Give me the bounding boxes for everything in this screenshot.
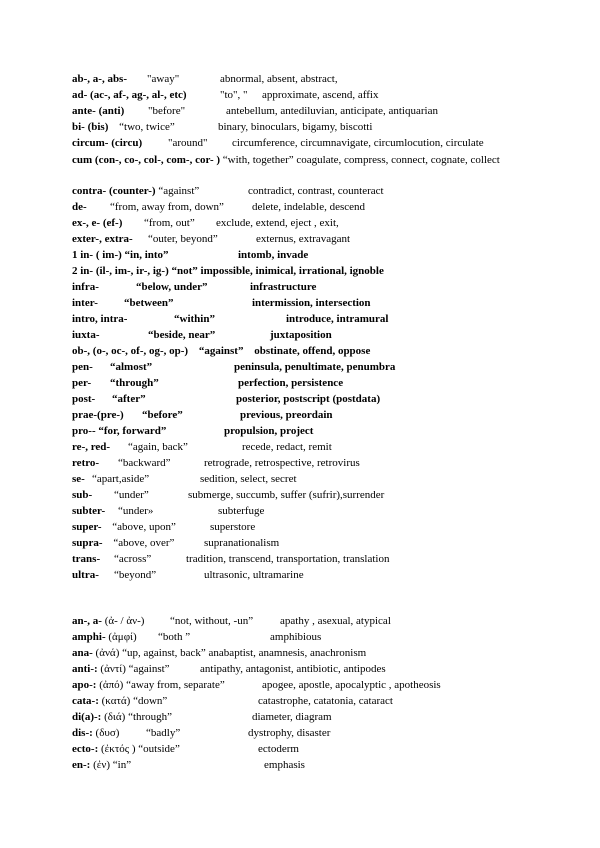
prefix: 2 in- (il-, im-, ir-, ig-): [72, 265, 169, 277]
prefix: ab-, a-, abs-: [72, 73, 128, 85]
gloss: “across”: [114, 553, 152, 565]
latin-row: [72, 344, 370, 358]
prefix: prae-(pre-): [72, 409, 124, 421]
gloss: “through”: [110, 377, 159, 389]
latin-row: [72, 88, 379, 102]
prefix: iuxta-: [72, 329, 100, 341]
prefix: ultra-: [72, 569, 99, 581]
examples: binary, binoculars, bigamy, biscotti: [218, 121, 373, 133]
examples: exclude, extend, eject , exit,: [216, 217, 339, 229]
greek-form: (ἀπό): [99, 679, 124, 691]
latin-row: [72, 440, 332, 454]
examples: abnormal, absent, abstract,: [220, 73, 338, 85]
latin-row: [72, 568, 304, 582]
gloss: "to", ": [220, 89, 248, 101]
gloss: “two, twice”: [119, 121, 175, 133]
examples: sedition, select, secret: [200, 473, 297, 485]
gloss: “after”: [112, 393, 146, 405]
prefix: contra- (counter-): [72, 185, 156, 197]
greek-form: (δυσ): [95, 727, 120, 739]
prefix: anti-:: [72, 663, 98, 675]
prefix: cata-:: [72, 695, 99, 707]
examples: ultrasonic, ultramarine: [204, 569, 304, 581]
prefix: an-, a-: [72, 615, 102, 627]
examples: coagulate, compress, connect, cognate, collect: [296, 154, 500, 166]
examples: anabaptist, anamnesis, anachronism: [208, 647, 367, 659]
examples: apathy , asexual, atypical: [280, 615, 391, 627]
greek-form: (ἀντί): [100, 663, 126, 675]
gloss: “almost”: [110, 361, 153, 373]
gloss: “up, against, back”: [122, 647, 206, 659]
gloss: “beyond”: [114, 569, 157, 581]
gloss: “down”: [133, 695, 168, 707]
greek-form: (ἀ- / ἀν-): [104, 615, 145, 627]
examples: juxtaposition: [270, 329, 332, 341]
examples: antebellum, antediluvian, anticipate, antiquarian: [226, 105, 438, 117]
latin-row: [72, 280, 317, 294]
gloss: "before": [148, 105, 186, 117]
prefix: bi- (bis): [72, 121, 109, 133]
gloss: “backward”: [118, 457, 171, 469]
prefix: super-: [72, 521, 102, 533]
prefix: ana-: [72, 647, 93, 659]
gloss: “from, out”: [144, 217, 195, 229]
examples: submerge, succumb, suffer (sufrir),surrender: [188, 489, 385, 501]
examples: perfection, persistence: [238, 377, 344, 389]
prefix: en-:: [72, 759, 91, 771]
prefix: ob-, (o-, oc-, of-, og-, op-): [72, 345, 189, 357]
examples: obstinate, offend, oppose: [254, 345, 371, 357]
gloss: “beside, near”: [148, 329, 216, 341]
examples: externus, extravagant: [256, 233, 351, 245]
prefix: circum- (circu): [72, 137, 143, 149]
latin-row: [72, 136, 484, 150]
prefix: intro, intra-: [72, 313, 128, 325]
latin-row: [72, 120, 373, 134]
examples: posterior, postscript (postdata): [236, 393, 381, 405]
examples: intermission, intersection: [252, 297, 371, 309]
latin-row: [72, 504, 265, 518]
gloss: “above, over”: [113, 537, 175, 549]
examples: intomb, invade: [238, 249, 309, 261]
gloss: “with, together”: [222, 154, 294, 166]
prefix: se-: [72, 473, 85, 485]
gloss: “in”: [112, 759, 132, 771]
examples: catastrophe, catatonia, cataract: [258, 695, 393, 707]
examples: retrograde, retrospective, retrovirus: [204, 457, 360, 469]
prefix: cum (con-, co-, col-, com-, cor- ): [72, 154, 221, 166]
prefix: sub-: [72, 489, 93, 501]
greek-row: [72, 662, 386, 676]
prefix: exter-, extra-: [72, 233, 133, 245]
gloss: “away from, separate”: [126, 679, 225, 691]
gloss: “above, upon”: [112, 521, 176, 533]
latin-row: [72, 520, 256, 534]
gloss: “for, forward”: [98, 425, 167, 437]
latin-row: [72, 408, 333, 422]
greek-form: (ἐν): [93, 759, 110, 771]
greek-form: (κατά): [101, 695, 131, 707]
gloss: “again, back”: [128, 441, 188, 453]
examples: introduce, intramural: [286, 313, 389, 325]
latin-row: [72, 488, 385, 502]
greek-row: [72, 678, 441, 692]
prefix: ad- (ac-, af-, ag-, al-, etc): [72, 89, 187, 101]
prefix: di(a)-:: [72, 711, 102, 723]
examples: infrastructure: [250, 281, 317, 293]
prefix: apo-:: [72, 679, 97, 691]
gloss: “against”: [128, 663, 170, 675]
gloss: "away": [147, 73, 180, 85]
greek-row: [72, 630, 322, 644]
greek-form: (ἀνά): [95, 647, 120, 659]
latin-row: [72, 360, 396, 374]
examples: amphibious: [270, 631, 322, 643]
gloss: “not, without, -un”: [170, 615, 254, 627]
gloss: “within”: [174, 313, 215, 325]
gloss: “against”: [198, 345, 244, 357]
examples: peninsula, penultimate, penumbra: [234, 361, 396, 373]
examples: diameter, diagram: [252, 711, 332, 723]
latin-row: [72, 312, 389, 326]
latin-row: [72, 328, 332, 342]
latin-row: [72, 472, 297, 486]
latin-row: [72, 536, 280, 550]
prefix: subter-: [72, 505, 106, 517]
gloss: "around": [168, 137, 208, 149]
gloss: “apart,aside”: [92, 473, 150, 485]
latin-row: [72, 296, 371, 310]
examples: approximate, ascend, affix: [262, 89, 379, 101]
prefix: ante- (anti): [72, 105, 125, 117]
examples: circumference, circumnavigate, circumlocution, circulate: [232, 137, 484, 149]
greek-form: (ἀμφί): [108, 631, 137, 643]
greek-row: [72, 742, 299, 756]
examples: propulsion, project: [224, 425, 314, 437]
gloss: “both ”: [158, 631, 191, 643]
prefix: trans-: [72, 553, 101, 565]
examples: delete, indelable, descend: [252, 201, 366, 213]
prefix: de-: [72, 201, 87, 213]
gloss: “in, into”: [124, 249, 169, 261]
greek-row: [72, 726, 331, 740]
examples: supranationalism: [204, 537, 280, 549]
latin-row: [72, 424, 314, 438]
prefix: 1 in- ( im-): [72, 249, 122, 261]
greek-row: [72, 614, 391, 628]
examples: dystrophy, disaster: [248, 727, 331, 739]
gloss: “from, away from, down”: [110, 201, 224, 213]
prefix: per-: [72, 377, 92, 389]
prefix: ecto-:: [72, 743, 99, 755]
latin-row: [72, 184, 384, 198]
latin-row: [72, 200, 366, 214]
prefix: re-, red-: [72, 441, 111, 453]
latin-row: [72, 248, 309, 262]
examples: recede, redact, remit: [242, 441, 332, 453]
prefix: amphi-: [72, 631, 106, 643]
greek-row: [72, 758, 305, 772]
latin-row: [72, 392, 381, 406]
greek-row: [72, 694, 393, 708]
examples: apogee, apostle, apocalyptic , apotheosis: [262, 679, 441, 691]
latin-row: [72, 216, 339, 230]
prefix: inter-: [72, 297, 98, 309]
examples: emphasis: [264, 759, 305, 771]
gloss: “outer, beyond”: [148, 233, 218, 245]
gloss: “under»: [118, 505, 154, 517]
gloss: “before”: [142, 409, 183, 421]
examples: antipathy, antagonist, antibiotic, antipodes: [200, 663, 386, 675]
greek-row: [72, 646, 366, 660]
prefix: pro--: [72, 425, 96, 437]
prefix: pen-: [72, 361, 93, 373]
latin-row: [72, 456, 360, 470]
gloss: “through”: [128, 711, 173, 723]
prefix: infra-: [72, 281, 99, 293]
latin-row: [72, 376, 344, 390]
latin-row: [72, 264, 384, 278]
examples: tradition, transcend, transportation, translation: [186, 553, 390, 565]
examples: ectoderm: [258, 743, 299, 755]
gloss: “against”: [158, 185, 200, 197]
examples: contradict, contrast, counteract: [248, 185, 384, 197]
gloss: “not”: [171, 265, 198, 277]
prefix: retro-: [72, 457, 100, 469]
prefix: post-: [72, 393, 96, 405]
latin-row: [72, 104, 438, 118]
greek-row: [72, 710, 332, 724]
gloss: “between”: [124, 297, 174, 309]
examples: superstore: [210, 521, 256, 533]
latin-row: [72, 232, 351, 246]
latin-row: [72, 552, 390, 566]
gloss: “under”: [114, 489, 149, 501]
latin-row: [72, 152, 532, 168]
examples: impossible, inimical, irrational, ignoble: [200, 265, 384, 277]
prefix: supra-: [72, 537, 103, 549]
gloss: “badly”: [146, 727, 181, 739]
greek-form: (ἐκτός ): [101, 743, 136, 755]
greek-form: (διά): [104, 711, 126, 723]
gloss: “outside”: [138, 743, 180, 755]
gloss: “below, under”: [136, 281, 208, 293]
prefix: ex-, e- (ef-): [72, 217, 123, 229]
examples: previous, preordain: [240, 409, 333, 421]
prefix: dis-:: [72, 727, 93, 739]
latin-row: [72, 72, 338, 86]
examples: subterfuge: [218, 505, 265, 517]
